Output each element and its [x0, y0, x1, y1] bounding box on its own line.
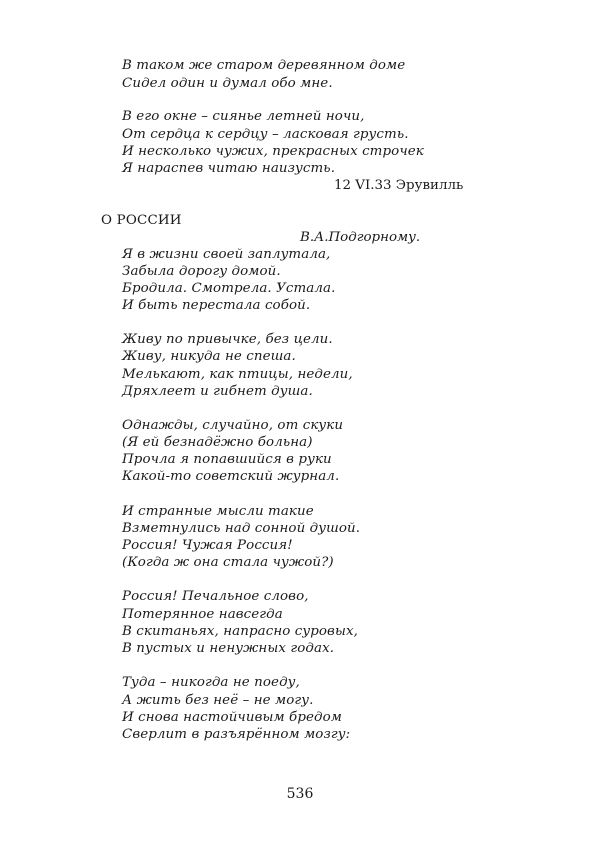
poem-line: Забыла дорогу домой.	[122, 264, 281, 279]
poem-line: И несколько чужих, прекрасных строчек	[122, 144, 424, 159]
poem-line: Мелькают, как птицы, недели,	[122, 367, 353, 382]
poem-line: В таком же старом деревянном доме	[122, 58, 406, 73]
poem-line: В скитаньях, напрасно суровых,	[122, 624, 358, 639]
poem-dedication: В.А.Подгорному.	[300, 230, 421, 245]
poem-date-place: 12 VI.33 Эрувилль	[334, 178, 464, 193]
poem-line: Прочла я попавшийся в руки	[122, 452, 332, 467]
poem-line: Россия! Печальное слово,	[122, 589, 309, 604]
poem-line: Туда – никогда не поеду,	[122, 675, 300, 690]
poem-line: И странные мысли такие	[122, 504, 314, 519]
poem-line: Взметнулись над сонной душой.	[122, 521, 361, 536]
poem-line: Живу, никуда не спеша.	[122, 349, 296, 364]
poem-line: Потерянное навсегда	[122, 607, 283, 622]
page-number: 536	[286, 786, 314, 802]
poem-line: От сердца к сердцу – ласковая грусть.	[122, 127, 409, 142]
poem-line: В его окне – сиянье летней ночи,	[122, 109, 365, 124]
poem-line: А жить без неё – не могу.	[122, 693, 314, 708]
poem-line: Я нараспев читаю наизусть.	[122, 161, 336, 176]
poem-line: Какой-то советский журнал.	[122, 469, 340, 484]
poem-line: (Я ей безнадёжно больна)	[122, 435, 313, 450]
poem-line: И быть перестала собой.	[122, 298, 311, 313]
poem-line: В пустых и ненужных годах.	[122, 641, 335, 656]
poem-line: И снова настойчивым бредом	[122, 710, 342, 725]
poem-line: Однажды, случайно, от скуки	[122, 418, 344, 433]
poem-line: Бродила. Смотрела. Устала.	[122, 281, 336, 296]
poem-line: Дряхлеет и гибнет душа.	[122, 384, 313, 399]
poem-line: Сверлит в разъярённом мозгу:	[122, 727, 351, 742]
poem-line: Живу по привычке, без цели.	[122, 332, 333, 347]
poem-line: (Когда ж она стала чужой?)	[122, 555, 334, 570]
poem-title: О РОССИИ	[101, 213, 182, 228]
poem-line: Сидел один и думал обо мне.	[122, 76, 333, 91]
poem-line: Россия! Чужая Россия!	[122, 538, 293, 553]
poem-line: Я в жизни своей заплутала,	[122, 247, 331, 262]
